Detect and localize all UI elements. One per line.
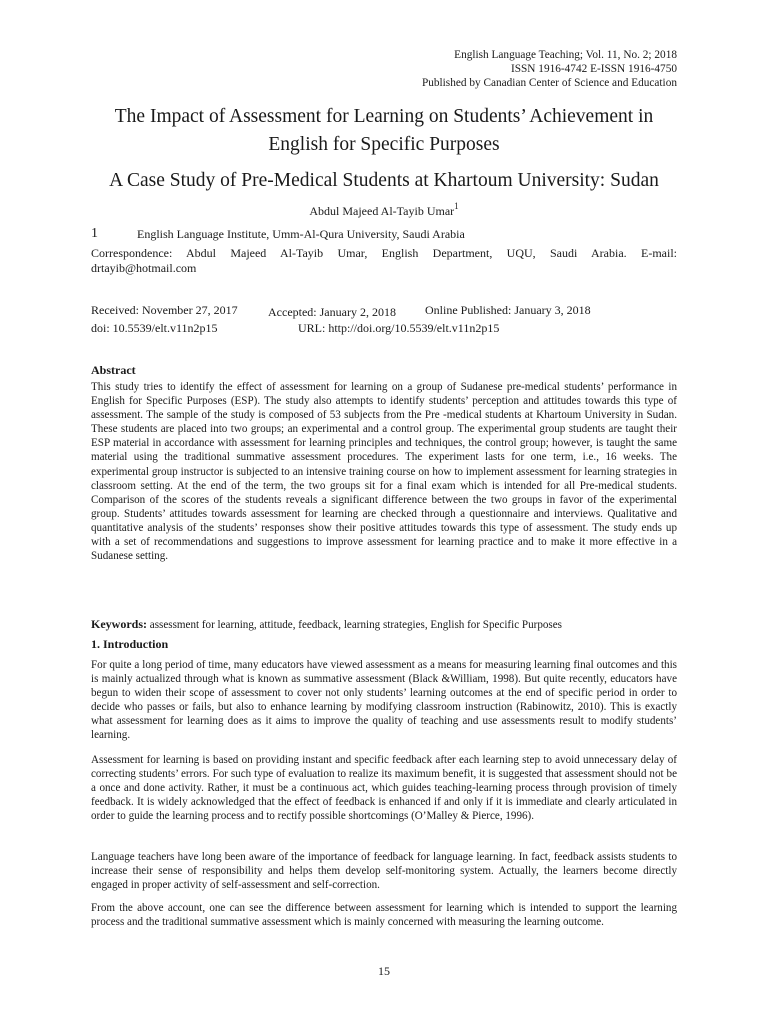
correspondence-line: Correspondence: Abdul Majeed Al-Tayib Umar, English Department, UQU, Saudi Arabia. E-mail: xyxy=(91,246,677,260)
doi[interactable]: doi: 10.5539/elt.v11n2p15 xyxy=(91,321,218,335)
author-name: Abdul Majeed Al-Tayib Umar xyxy=(309,204,455,218)
introduction-paragraph-3: Language teachers have long been aware of the importance of feedback for language learning. In fact, feedback assists students to increase their sense of responsibility and helps them develop self-monitoring system. Actually, the learners become directly engaged in proper activity of self-assessment and self-correction. xyxy=(91,851,677,892)
abstract-heading: Abstract xyxy=(91,363,136,377)
affiliation xyxy=(91,226,677,242)
doi-url[interactable]: URL: http://doi.org/10.5539/elt.v11n2p15 xyxy=(298,321,500,335)
online-published-date: Online Published: January 3, 2018 xyxy=(425,303,591,317)
keywords-label: Keywords: xyxy=(91,617,147,631)
affiliation-number: 1 xyxy=(91,226,98,241)
journal-header xyxy=(0,48,677,90)
introduction-paragraph-2: Assessment for learning is based on providing instant and specific feedback after each learning step to avoid unnecessary delay of correcting students’ errors. For such type of evaluation to realize its maximum benefit, it is suggested that assessment should not be a once and done activity. Rather, it must be a continuous act, which guides teaching-learning process through provision of timely feedback. It is widely acknowledged that the effect of feedback is enhanced if and only if it is immediate and clearly articulated in order to guide the learning process and to rectify possible shortcomings (O’Malley & Pierce, 1996). xyxy=(91,754,677,823)
correspondence xyxy=(91,246,677,276)
keywords-text: assessment for learning, attitude, feedback, learning strategies, English for Specific Purposes xyxy=(147,619,562,631)
correspondence-email[interactable]: drtayib@hotmail.com xyxy=(91,261,197,275)
paper-subtitle: A Case Study of Pre-Medical Students at Khartoum University: Sudan xyxy=(109,170,659,191)
author-affiliation-marker: 1 xyxy=(454,201,459,211)
page-number: 15 xyxy=(378,964,390,978)
introduction-heading: 1. Introduction xyxy=(91,637,169,651)
author-line xyxy=(0,203,768,219)
journal-issn: ISSN 1916-4742 E-ISSN 1916-4750 xyxy=(510,63,677,75)
abstract-text: This study tries to identify the effect of assessment for learning on a group of Sudanese pre-medical students’ performance in English for Specific Purposes (ESP). The study also attempts to identify students’ perception and attitudes towards this type of assessment. The sample of the study is composed of 53 subjects from the Pre -medical students at Khartoum University in Sudan. These students are placed into two groups; an experimental and a control group. The experimental group students are taught their ESP material in accordance with assessment for learning principles and techniques, the control group; however, is taught the same material using the traditional summative assessment procedures. The experiment lasts for one term, i.e., 16 weeks. The experimental group instructor is subjected to an intensive training course on how to implement assessment for learning strategies in classroom setting. At the end of the term, the two groups sit for a final exam which is intended for all Pre-medical students. Comparison of the scores of the students reveals a significant difference between the two groups in favor of the experimental group. Students’ attitudes towards assessment for learning are checked through a questionnaire and interviews. Qualitative and quantitative analysis of the students’ responses show their positive attitudes towards this type of assessment. The study ends up with a set of recommendations and suggestions to improve assessment for learning practice and to make it more effective in a Sudanese setting. xyxy=(91,381,677,563)
affiliation-text: English Language Institute, Umm-Al-Qura University, Saudi Arabia xyxy=(137,227,465,241)
paper-title-line-2: English for Specific Purposes xyxy=(268,134,500,155)
journal-citation: English Language Teaching; Vol. 11, No. 2; 2018 xyxy=(454,49,677,61)
paper-title xyxy=(40,103,728,159)
introduction-paragraph-1: For quite a long period of time, many educators have viewed assessment as a means for measuring learning final outcomes and this is mainly actualized through what is known as summative assessment (Black &William, 1998). But quite recently, educators have begun to widen their scope of assessment to cover not only students’ learning outcomes at the end of specific period in order to decide who passes or fails, but also to enhance learning by modifying classroom instruction (Rabinowitz, 2010). This is exactly what assessment for learning does as it aims to improve the quality of teaching and use assessments result to modify students’ learning. xyxy=(91,659,677,742)
keywords xyxy=(91,617,677,632)
introduction-paragraph-4: From the above account, one can see the difference between assessment for learning which is intended to support the learning process and the traditional summative assessment which is mainly concerned with measuring the learning outcome. xyxy=(91,902,677,929)
accepted-date: Accepted: January 2, 2018 xyxy=(268,305,396,319)
received-date: Received: November 27, 2017 xyxy=(91,303,238,317)
journal-publisher: Published by Canadian Center of Science and Education xyxy=(421,77,677,89)
paper-title-line-1: The Impact of Assessment for Learning on Students’ Achievement in xyxy=(114,106,654,127)
